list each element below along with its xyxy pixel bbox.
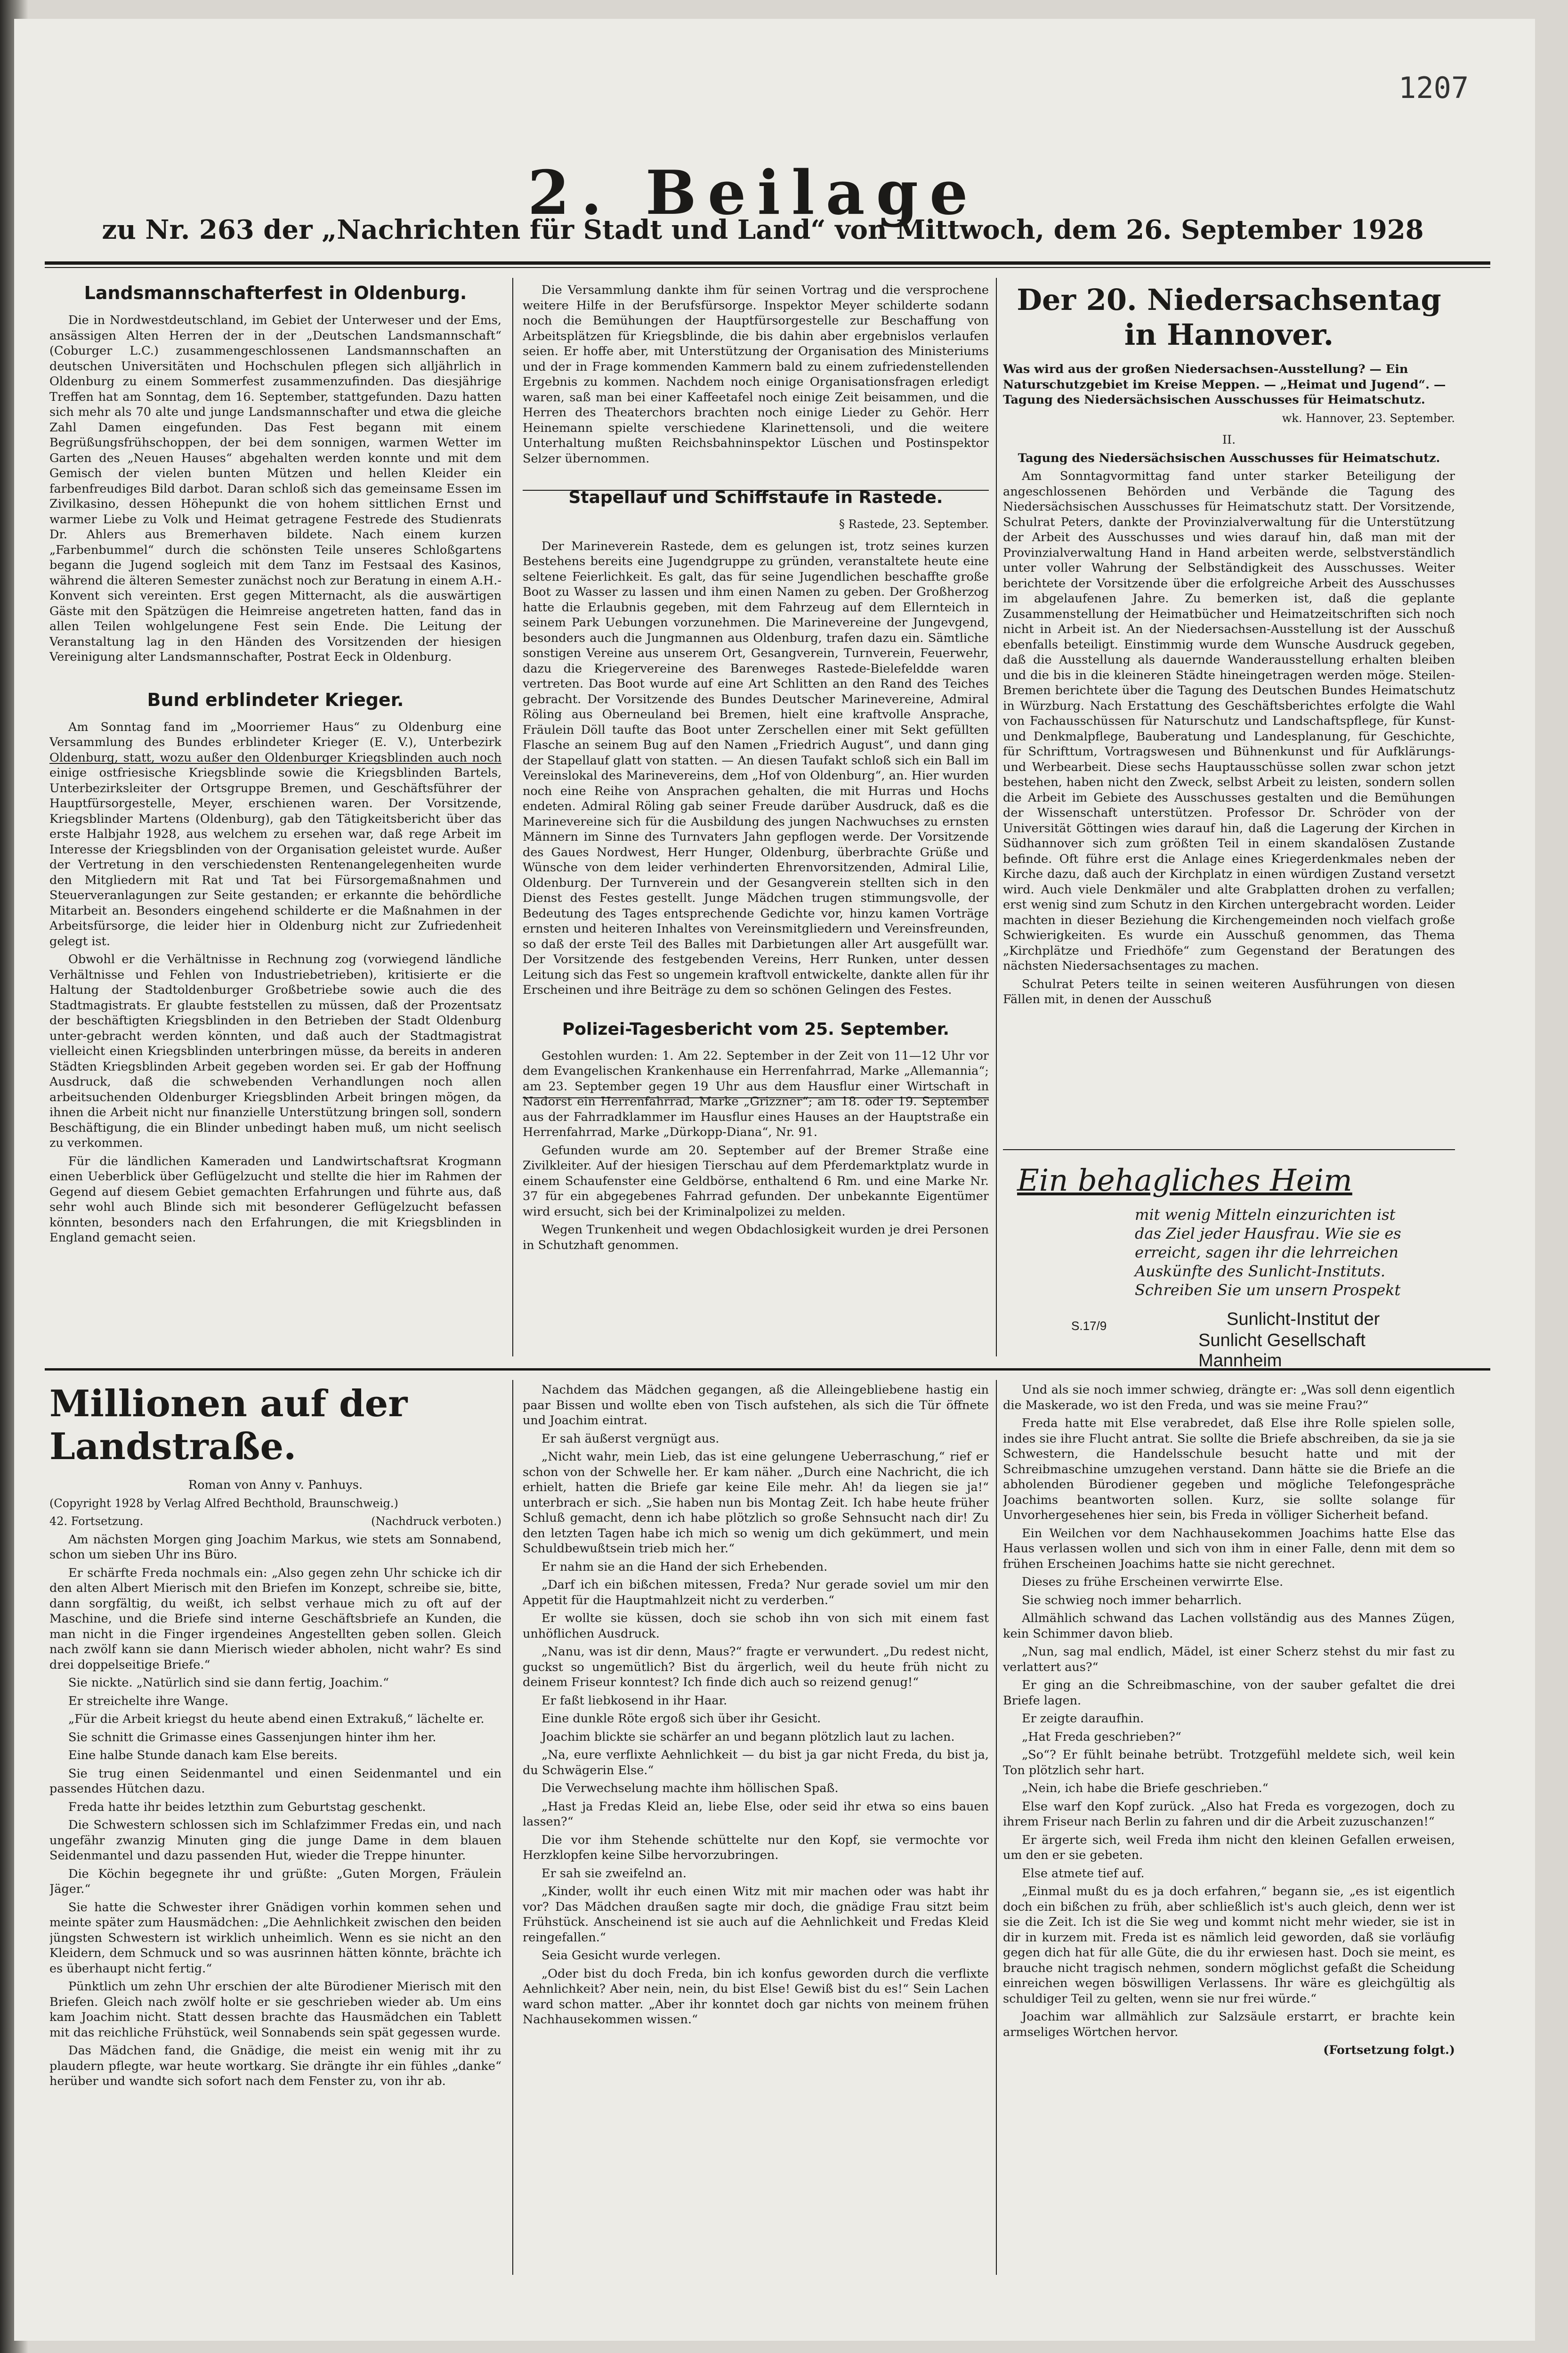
serial-paragraph: Sie schnitt die Grimasse eines Gassenjungen hinter ihm her.	[68, 1730, 436, 1744]
article-title-stapellauf: Stapellauf und Schiffstaufe in Rastede.	[568, 488, 943, 507]
serial-paragraph: Und als sie noch immer schwieg, drängte er: „Was soll denn eigentlich die Maskerade, wo ist den Freda, und was sie meine Frau?“	[1003, 1383, 1455, 1412]
serial-paragraph: Sie hatte die Schwester ihrer Gnädigen vorhin kommen sehen und meinte später zum Hausmädchen: „Die Aehnlichkeit zwischen den beiden jüngsten Schwestern ist wirklich unheimlich. Wenn es sie nicht an den Kleidern, dem Schmuck und so was ausrinnen hätten könnte, brächte ich es überhaupt nicht fertig.“	[49, 1900, 501, 1976]
issue-line: zu Nr. 263 der „Nachrichten für Stadt und Land“ von Mittwoch, dem 26. September 1928	[102, 214, 1424, 245]
serial-paragraph: Freda hatte mit Else verabredet, daß Else ihre Rolle spielen solle, indes sie ihre Flucht antrat. Sie sollte die Briefe abschreiben, da sie ja sie Schwestern, die Handelsschule besucht hatte und mit der Schreibmaschine umzugehen verstand. Dann hätte sie die Briefe an die abholenden Bürodiener gegeben und mögliche Telefongespräche Joachims beantworten sollen. Kurz, sie sollte solange für Unvorhergesehenes hier sein, bis Freda in völliger Sicherheit befand.	[1003, 1416, 1455, 1522]
serial-paragraph: Er sah äußerst vergnügt aus.	[542, 1431, 719, 1446]
header-rule-top	[45, 261, 1490, 265]
article-subtitle: Was wird aus der großen Niedersachsen-Ausstellung? — Ein Naturschutzgebiet im Kreise Meppen. — „Heimat und Jugend“. — Tagung des Niedersächsischen Ausschusses für Heimatschutz.	[1003, 362, 1446, 407]
article-paragraph: Obwohl er die Verhältnisse in Rechnung zog (vorwiegend ländliche Verhältnisse und Fehlen von Industriebetrieben), kritisierte er die Haltung der Stadtoldenburger Großbetriebe sowie auch die des Stadtmagistrats. Er glaubte feststellen zu müssen, daß der Prozentsatz der beschäftigten Kriegsblinden in den Betrieben der Stadt Oldenburg unter-gebracht werden könnten, und daß auch der Stadtmagistrat vielleicht einen Kriegsblinden unterbringen müsse, da bereits in anderen Städten Kriegsblinden Arbeit gegeben worden sei. Er gab der Hoffnung Ausdruck, daß die schwebenden Verhandlungen noch allen arbeitsuchenden Oldenburger Kriegsblinden Arbeit bringen mögen, da ihnen die Arbeit nicht nur finanzielle Unterstützung bringen soll, sondern Beschäftigung, die ein Blinder unbedingt haben muß, um nicht seelisch zu verkommen.	[49, 952, 501, 1150]
ad-company-line-2: Sunlicht Gesellschaft Mannheim	[1198, 1331, 1366, 1371]
column-divider-2	[996, 278, 997, 1356]
serial-paragraph: Eine halbe Stunde danach kam Else bereits.	[68, 1748, 338, 1762]
page-number: 1207	[1398, 71, 1469, 105]
serial-paragraph: „Hat Freda geschrieben?“	[1022, 1729, 1181, 1744]
article-title-niedersachsentag: Der 20. Niedersachsentag in Hannover.	[1017, 283, 1441, 352]
serial-reprint-note: (Nachdruck verboten.)	[371, 1515, 501, 1528]
serial-paragraph: Er faßt liebkosend in ihr Haar.	[542, 1693, 727, 1708]
ad-script-line: Schreiben Sie um unsern Prospekt	[1135, 1281, 1401, 1299]
serial-paragraph: Die Köchin begegnete ihr und grüßte: „Guten Morgen, Fräulein Jäger.“	[49, 1866, 501, 1896]
ad-code: S.17/9	[1071, 1319, 1107, 1333]
column-1	[49, 283, 501, 1361]
serial-paragraph: „Na, eure verflixte Aehnlichkeit — du bist ja gar nicht Freda, du bist ja, du Schwägerin Else.“	[523, 1748, 989, 1777]
article-paragraph: Gefunden wurde am 20. September auf der Bremer Straße eine Zivilkleiter. Auf der hiesigen Tierschau auf dem Pferdemarktplatz wurde in einem Schaufenster eine Geldbörse, enthaltend 6 Rm. und eine Marke Nr. 37 für ein abgegebenes Fahrrad gefunden. Der unbekannte Eigentümer wird ersucht, sich bei der Kriminalpolizei zu melden.	[523, 1143, 989, 1219]
article-paragraph: Am Sonntag fand im „Moorriemer Haus“ zu Oldenburg eine Versammlung des Bundes erblindeter Krieger (E. V.), Unterbezirk Oldenburg, statt, wozu außer den Oldenburger Kriegsblinden auch noch einige ostfriesische Kriegsblinde sowie die Kriegsblinden Bartels, Unterbezirksleiter der Ortsgruppe Bremen, und Geschäftsführer der Hauptfürsorgestelle, Meyer, erschienen waren. Der Vorsitzende, Kriegsblinder Martens (Oldenburg), gab den Tätigkeitsbericht über das erste Halbjahr 1928, aus welchem zu ersehen war, daß rege Arbeit im Interesse der Kriegsblinden von der Organisation geleistet wurde. Außer der Vertretung in den verschiedensten Rentenangelegenheiten wurde den Mitgliedern mit Rat und Tat bei Fürsorgemaßnahmen und Steuerveranlagungen zur Seite gestanden; er erkannte die behördliche Mitarbeit an. Besonders eingehend schilderte er die Maßnahmen in der Arbeitsfürsorge, die leider hier in Oldenburg nicht zur Zufriedenheit gelegt ist.	[49, 720, 501, 949]
serial-paragraph: Sie schwieg noch immer beharrlich.	[1022, 1593, 1242, 1607]
serial-title: Millionen auf der Landstraße.	[49, 1382, 408, 1468]
serial-paragraph: Er schärfte Freda nochmals ein: „Also gegen zehn Uhr schicke ich dir den alten Albert Mierisch mit den Briefen im Konzept, schreibe sie, bitte, dann sorgfältig, du weißt, ich selbst verhaue mich zu oft auf der Maschine, und die Briefe sind interne Geschäftsbriefe an Kunden, die man nicht in die Finger irgendeines Angestellten geben sollen. Gleich nach zwölf kann sie dann Mierisch wieder abholen, nicht wahr? Es sind drei doppelseitige Briefe.“	[49, 1566, 501, 1672]
serial-paragraph: Er sah sie zweifelnd an.	[542, 1866, 687, 1881]
serial-paragraph: „Nicht wahr, mein Lieb, das ist eine gelungene Ueberraschung,“ rief er schon von der Schwelle her. Er kam näher. „Durch eine Nachricht, die ich erhielt, hatten die Briefe gar keine Eile mehr. Ah! da liegen sie ja!“ unterbrach er sich. „Sie haben nun bis Montag Zeit. Ich habe heute früher Schluß gemacht, denn ich habe plötzlich so große Sehnsucht nach dir! Zu den letzten Tagen habe ich mich so wenig um dich gekümmert, und mein Schuldbewußtsein trieb mich her.“	[523, 1450, 989, 1556]
article-paragraph: Für die ländlichen Kameraden und Landwirtschaftsrat Krogmann einen Ueberblick über Geflügelzucht und stellte die hier im Rahmen der Gegend auf diesem Gebiet gemachten Erfahrungen und führte aus, daß sehr wohl auch Blinde sich mit besonderer Geflügelzucht befassen könnten, besonders nach den Erfahrungen, die mit Kriegsblinden in England gemacht seien.	[49, 1154, 501, 1245]
sunlicht-advertisement	[1010, 1159, 1436, 1371]
serial-paragraph: Allmählich schwand das Lachen vollständig aus des Mannes Zügen, kein Schimmer davon blieb.	[1003, 1611, 1455, 1641]
ad-script-line: erreicht, sagen ihr die lehrreichen	[1135, 1243, 1398, 1261]
serial-paragraph: Seia Gesicht wurde verlegen.	[542, 1948, 721, 1963]
article-paragraph: Gestohlen wurden: 1. Am 22. September in der Zeit von 11—12 Uhr vor dem Evangelischen Krankenhause ein Herrenfahrrad, Marke „Allemannia“; am 23. September gegen 19 Uhr aus dem Hausflur einer Wirtschaft in Nadorst ein Herrenfahrrad, Marke „Grizzner“; am 18. oder 19. September aus der Fahrradklammer im Hausflur eines Hauses an der Hauptstraße ein Herrenfahrrad, Marke „Dürkopp-Diana“, Nr. 91.	[523, 1048, 989, 1139]
ad-script-title: Ein behagliches Heim	[1017, 1163, 1352, 1198]
serial-paragraph: Er ging an die Schreibmaschine, von der sauber gefaltet die drei Briefe lagen.	[1003, 1678, 1455, 1708]
article-paragraph: Die Versammlung dankte ihm für seinen Vortrag und die versprochene weitere Hilfe in der Berufsfürsorge. Inspektor Meyer schilderte sodann noch die Bemühungen der Hauptfürsorgestelle zur Beschaffung von Arbeitsplätzen für Kriegsblinde, die bis dahin aber ergebnislos verlaufen seien. Er hoffe aber, mit Unterstützung der Organisation des Ministeriums und der in Frage kommenden Kammern bald zu einem zufriedenstellenden Ergebnis zu kommen. Nachdem noch einige Organisationsfragen erledigt waren, saß man bei einer Kaffeetafel noch einige Zeit beisammen, und die Herren des Theaterchors brachten noch einige Lieder zu Gehör. Herr Heinemann spielte verschiedene Klarinettensoli, und die weitere Unterhaltung mußten Reichsbahninspektor Lüschen und Postinspektor Selzer übernommen.	[523, 283, 989, 466]
serial-divider-1	[512, 1380, 513, 2275]
serial-paragraph: Nachdem das Mädchen gegangen, aß die Alleingebliebene hastig ein paar Bissen und wollte eben von Tisch aufstehen, als sich die Tür öffnete und Joachim eintrat.	[523, 1383, 989, 1428]
serial-paragraph: Ein Weilchen vor dem Nachhausekommen Joachims hatte Else das Haus verlassen wollen und sich von ihm in einer Falle, denn mit dem so frühen Erscheinen Joachims hatte sie nicht gerechnet.	[1003, 1526, 1455, 1571]
serial-paragraph: Joachim war allmählich zur Salzsäule erstarrt, er brachte kein armseliges Wörtchen hervor.	[1003, 2010, 1455, 2039]
article-title-landsmannschafterfest: Landsmannschafterfest in Oldenburg.	[84, 283, 467, 303]
serial-paragraph: Sie nickte. „Natürlich sind sie dann fertig, Joachim.“	[68, 1676, 389, 1690]
ad-script-line: Auskünfte des Sunlicht-Instituts.	[1135, 1262, 1386, 1280]
serial-paragraph: „So“? Er fühlt beinahe betrübt. Trotzgefühl meldete sich, weil kein Ton plötzlich sehr hart.	[1003, 1748, 1455, 1777]
serial-paragraph: Dieses zu frühe Erscheinen verwirrte Else.	[1022, 1575, 1284, 1589]
serial-paragraph: Er streichelte ihre Wange.	[68, 1694, 229, 1708]
ad-script-line: das Ziel jeder Hausfrau. Wie sie es	[1135, 1225, 1401, 1242]
serial-paragraph: Eine dunkle Röte ergoß sich über ihr Gesicht.	[542, 1712, 821, 1726]
ad-script-line: mit wenig Mitteln einzurichten ist	[1135, 1206, 1396, 1224]
serial-continuation: (Fortsetzung folgt.)	[1323, 2043, 1455, 2057]
serial-paragraph: „Nun, sag mal endlich, Mädel, ist einer Scherz stehst du mir fast zu verlattert aus?“	[1003, 1645, 1455, 1674]
column-3	[1003, 283, 1455, 1144]
article-section-title: Tagung des Niedersächsischen Ausschusses für Heimatschutz.	[1018, 451, 1440, 465]
serial-paragraph: Er nahm sie an die Hand der sich Erhebenden.	[542, 1559, 828, 1574]
serial-paragraph: Die Verwechselung machte ihm höllischen Spaß.	[542, 1781, 839, 1795]
serial-paragraph: Am nächsten Morgen ging Joachim Markus, wie stets am Sonnabend, schon um sieben Uhr ins Büro.	[49, 1532, 501, 1562]
article-dateline: wk. Hannover, 23. September.	[1282, 411, 1455, 425]
serial-paragraph: Er zeigte daraufhin.	[1022, 1712, 1144, 1726]
article-paragraph: Wegen Trunkenheit und wegen Obdachlosigkeit wurden je drei Personen in Schutzhaft genommen.	[523, 1223, 989, 1252]
supplement-title: 2. Beilage	[527, 158, 979, 228]
serial-copyright: (Copyright 1928 by Verlag Alfred Bechthold, Braunschweig.)	[49, 1496, 398, 1510]
article-title-polizei-tagesbericht: Polizei-Tagesbericht vom 25. September.	[562, 1019, 950, 1039]
serial-paragraph: Pünktlich um zehn Uhr erschien der alte Bürodiener Mierisch mit den Briefen. Gleich nach zwölf holte er sie geschrieben wieder ab. Um eins kam Joachim nicht. Statt dessen brachte das Hausmädchen ein Tablett mit das reichliche Frühstück, weil Sonnabends sein spät gegessen wurde.	[49, 1980, 501, 2040]
serial-paragraph: „Einmal mußt du es ja doch erfahren,“ begann sie, „es ist eigentlich doch ein bißchen zu früh, aber schließlich ist's auch gleich, denn wer ist sie die Zeit. Ich ist die Sie weg und kommt nicht mehr wieder, sie ist in dir in kurzem mit. Freda ist es nämlich leid geworden, daß sie vorläufig gegen dich hat für alle Güte, die du ihr erwiesen hast. Doch sie meint, es brauche nicht tragisch nehmen, sondern möglichst gefaßt die Scheidung einreichen wegen böswilligen Verlassens. Ihr wäre es gleichgültig als schuldiger Teil zu gelten, wenn sie nur frei würde.“	[1003, 1884, 1455, 2006]
article-title-bund-erblindeter-krieger: Bund erblindeter Krieger.	[147, 689, 404, 710]
article-section-number: II.	[1222, 433, 1236, 447]
serial-paragraph: „Darf ich ein bißchen mitessen, Freda? Nur gerade soviel um mir den Appetit für die Hauptmahlzeit nicht zu verderben.“	[523, 1578, 989, 1607]
serial-paragraph: „Hast ja Fredas Kleid an, liebe Else, oder seid ihr etwa so eins bauen lassen?“	[523, 1799, 989, 1829]
serial-paragraph: Die Schwestern schlossen sich im Schlafzimmer Fredas ein, und nach ungefähr zwanzig Minuten ging die junge Dame in dem blauen Seidenmantel und dazu passenden Hut, wieder die Treppe hinunter.	[49, 1818, 501, 1863]
serial-paragraph: Sie trug einen Seidenmantel und einen Seidenmantel und ein passendes Hütchen dazu.	[49, 1766, 501, 1796]
serial-paragraph: „Kinder, wollt ihr euch einen Witz mit mir machen oder was habt ihr vor? Das Mädchen draußen sagte mir doch, die gnädige Frau sitzt beim Frühstück. Anscheinend ist sie auch auf die Aehnlichkeit und Fredas Kleid reingefallen.“	[523, 1884, 989, 1945]
serial-paragraph: „Nanu, was ist dir denn, Maus?“ fragte er verwundert. „Du redest nicht, guckst so ungemütlich? Bist du ärgerlich, weil du heute früh nicht zu deinem Friseur konntest? Ich finde dich auch so reizend genug!“	[523, 1645, 989, 1689]
serial-paragraph: Die vor ihm Stehende schüttelte nur den Kopf, sie vermochte vor Herzklopfen keine Silbe hervorzubringen.	[523, 1833, 989, 1862]
serial-paragraph: Er ärgerte sich, weil Freda ihm nicht den kleinen Gefallen erweisen, um den er sie gebeten.	[1003, 1833, 1455, 1862]
article-paragraph: Der Marineverein Rastede, dem es gelungen ist, trotz seines kurzen Bestehens bereits eine Jugendgruppe zu gründen, veranstaltete heute eine seltene Feierlichkeit. Es galt, das für seine Jugendlichen beschaffte große Boot zu Wasser zu lassen und ihm einen Namen zu geben. Der Großherzog hatte die Erlaubnis gegeben, mit dem Fahrzeug auf dem Ellernteich in seinem Park Uebungen vorzunehmen. Die Marinevereine der Jungevgend, besonders auch die Jungmannen aus Oldenburg, trafen dazu ein. Sämtliche sonstigen Vereine aus unserem Ort, Gesangverein, Turnverein, Feuerwehr, dazu die Kriegervereine des Barenweges Rastede-Bielefeldde waren vertreten. Das Boot wurde auf eine Art Schlitten an den Rand des Teiches gebracht. Der Vorsitzende des Bundes Deutscher Marinevereine, Admiral Röling aus Oberneuland bei Bremen, hielt eine kraftvolle Ansprache, Fräulein Döll taufte das Boot unter Zerschellen einer mit Sekt gefüllten Flasche an seinem Bug auf den Namen „Friedrich August“, und dann ging der Stapellauf glatt von statten. — An diesen Taufakt schloß sich ein Ball im Vereinslokal des Marinevereins, dem „Hof von Oldenburg“, an. Hier wurden noch eine Reihe von Ansprachen gehalten, die mit Hurras und Hochs endeten. Admiral Röling gab seiner Freude darüber Ausdruck, daß es die Marinevereine sich für die Ausbildung des jungen Nachwuchses zu ernsten Männern im Sinne des Turnvaters Jahn gepflogen werde. Der Vorsitzende des Gaues Nordwest, Herr Hunger, Oldenburg, überbrachte Grüße und Wünsche von dem leider verhinderten Ehrenvorsitzenden, Admiral Lilie, Oldenburg. Der Turnverein und der Gesangverein stellten sich in den Dienst des Festes gestellt. Junge Mädchen trugen stimmungsvolle, der Bedeutung des Tages entsprechende Gedichte vor, hinzu kamen Vorträge ernsten und heiteren Inhaltes von Vereinsmitgliedern und Vereinsfreunden, so daß der erste Teil des Balles mit Darbietungen aller Art ausgefüllt war. Der Vorsitzende des festgebenden Vereins, Herr Runken, unter dessen Leitung sich das Fest so ungemein kraftvoll entwickelte, dankte allen für ihr Erscheinen und ihre Beiträge zu dem so schönen Gelingen des Festes.	[523, 539, 989, 997]
serial-paragraph: Else atmete tief auf.	[1022, 1866, 1145, 1881]
serial-paragraph: „Für die Arbeit kriegst du heute abend einen Extrakuß,“ lächelte er.	[68, 1712, 485, 1726]
ad-company-line-1: Sunlicht-Institut der	[1227, 1309, 1380, 1329]
serial-paragraph: „Oder bist du doch Freda, bin ich konfus geworden durch die verflixte Aehnlichkeit? Aber nein, nein, du bist Else! Gewiß bist du es!“ Sein Lachen ward schon matter. „Aber ihr konntet doch gar nichts von meinem frühen Nachhausekommen wissen.“	[523, 1966, 989, 2027]
article-paragraph: Die in Nordwestdeutschland, im Gebiet der Unterweser und der Ems, ansässigen Alten Herren der in der „Deutschen Landsmannschaft“ (Coburger L.C.) zusammengeschlossenen Landsmannschaften an deutschen Universitäten und Hochschulen pflegen sich alljährlich in Oldenburg zu einem Sommerfest zusammenzufinden. Das diesjährige Treffen hat am Sonntag, dem 16. September, stattgefunden. Dazu hatten sich mehr als 70 alte und junge Landsmannschafter und etwa die gleiche Zahl Damen eingefunden. Das Fest begann mit einem Begrüßungsfrühschoppen, der bei dem sonnigen, warmen Wetter im Garten des „Neuen Hauses“ abgehalten werden konnte und mit dem Gemisch der vielen bunten Mützen und hellen Kleider ein farbenfreudiges Bild darbot. Daran schloß sich das gemeinsame Essen im Zivilkasino, dessen Höhepunkt die von hohem sittlichen Ernst und warmer Liebe zu Volk und Heimat getragene Festrede des Studienrats Dr. Ahlers aus Bremerhaven bildete. Nach einem kurzen „Farbenbummel“ durch die schönsten Teile unseres Schloßgartens begann die Jugend sogleich mit dem Tanz im Festsaal des Kasinos, während die älteren Semester zunächst noch zur Beratung in einem A.H.-Konvent sich vereinten. Erst gegen Mitternacht, als die auswärtigen Gäste mit den Spätzügen die Heimreise angetreten hatten, fand das in allen Teilen wohlgelungene Fest sein Ende. Die Leitung der Veranstaltung lag in den Händen des Vorsitzenden der hiesigen Vereinigung alter Landsmannschafter, Postrat Eeck in Oldenburg.	[49, 313, 501, 664]
article-dateline: § Rastede, 23. September.	[839, 518, 989, 531]
serial-paragraph: Else warf den Kopf zurück. „Also hat Freda es vorgezogen, doch zu ihrem Friseur nach Berlin zu fahren und dir die Arbeit zuzuschanzen!“	[1003, 1799, 1455, 1829]
serial-column-a	[49, 1382, 501, 2277]
article-paragraph: Am Sonntagvormittag fand unter starker Beteiligung der angeschlossenen Behörden und Verbände die Tagung des Niedersächsischen Ausschusses für Heimatschutz statt. Der Vorsitzende, Schulrat Peters, dankte der Provinzialverwaltung für die Unterstützung der Arbeit des Ausschusses und wies darauf hin, daß man mit der Provinzialverwaltung Hand in Hand arbeiten werde, selbstverständlich unter voller Wahrung der Selbständigkeit des Ausschusses. Weiter berichtete der Vorsitzende über die erfolgreiche Arbeit des Ausschusses im abgelaufenen Jahre. Zu bemerken ist, daß die geplante Zusammenstellung der Heimatbücher und Heimatzeitschriften sich noch nicht in Arbeit ist. An der Niedersachsen-Ausstellung ist der Ausschuß ebenfalls beteiligt. Einstimmig wurde dem Wunsche Ausdruck gegeben, daß die Ausstellung als dauernde Wanderausstellung erhalten bleiben und die bis in die kleineren Städte hineingetragen werden möge. Steilen-Bremen berichtete über die Tagung des Deutschen Bundes Heimatschutz in Würzburg. Nach Erstattung des Geschäftsberichtes erfolgte die Wahl von Fachausschüssen für Naturschutz und Landschaftspflege, für Kunst- und Denkmalpflege, Bauberatung und Landesplanung, für Geschichte, für Schrifttum, Vortragswesen und Bühnenkunst und für Aufklärungs- und Werbearbeit. Diese sechs Hauptausschüsse sollen zwar schon jetzt bestehen, haben nicht den Zweck, selbst Arbeit zu leisten, sondern sollen die Arbeit im Gebiete des Ausschusses gestalten und die Bemühungen der Wissenschaft unterstützen. Professor Dr. Schröder von der Universität Göttingen wies darauf hin, daß die Lagerung der Kirchen in Südhannover sich zum größten Teil in einem skandalösen Zustande befinde. Oft führe erst die Anlage eines Kriegerdenkmales neben der Kirche dazu, daß auch der Kirchplatz in einen würdigen Zustand versetzt wird. Auch viele Denkmäler und alte Grabplatten drohen zu verfallen; erst wenig sind zum Schutz in den Kirchen untergebracht worden. Leider machten in dieser Beziehung die Kirchengemeinden noch vielfach große Schwierigkeiten. Es wurde ein Ausschuß genommen, das Thema „Kirchplätze und Friedhöfe“ zum Gegenstand der Beratungen des nächsten Niedersachsentages zu machen.	[1003, 469, 1455, 973]
serial-paragraph: Freda hatte ihr beides letzthin zum Geburtstag geschenkt.	[68, 1800, 426, 1814]
serial-installment: 42. Fortsetzung.	[49, 1515, 144, 1528]
article-rule-4	[1003, 1149, 1455, 1150]
column-divider-1	[512, 278, 513, 1356]
serial-divider-2	[996, 1380, 997, 2275]
serial-column-b	[523, 1382, 989, 2277]
serial-paragraph: „Nein, ich habe die Briefe geschrieben.“	[1022, 1781, 1269, 1795]
serial-paragraph: Er wollte sie küssen, doch sie schob ihn von sich mit einem fast unhöflichen Ausdruck.	[523, 1611, 989, 1641]
header-rule-bottom	[45, 267, 1490, 268]
serial-paragraph: Das Mädchen fand, die Gnädige, die meist ein wenig mit ihr zu plaudern pflegte, war heute wortkarg. Sie drängte ihr ein fühles „danke“ herüber und wandte sich sofort nach dem Fenster zu, von ihr ab.	[49, 2044, 501, 2088]
serial-byline: Roman von Anny v. Panhuys.	[188, 1478, 363, 1492]
article-paragraph: Schulrat Peters teilte in seinen weiteren Ausführungen von diesen Fällen mit, in denen der Ausschuß	[1003, 977, 1455, 1006]
serial-column-c	[1003, 1382, 1455, 2277]
column-2	[523, 283, 989, 1361]
serial-paragraph: Joachim blickte sie schärfer an und begann plötzlich laut zu lachen.	[542, 1729, 955, 1744]
